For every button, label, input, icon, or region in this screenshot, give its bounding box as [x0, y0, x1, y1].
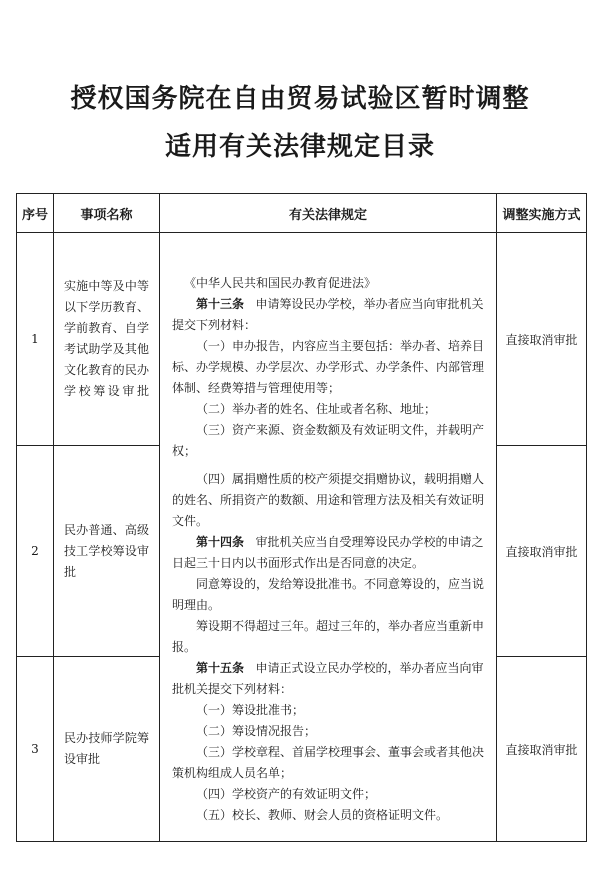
row-seq: 1: [17, 233, 54, 446]
row-mode: 直接取消审批: [497, 657, 587, 842]
row-mode: 直接取消审批: [497, 446, 587, 657]
law-text-cell: [160, 233, 497, 842]
row-item-name: 民办技师学院筹设审批: [54, 657, 160, 842]
article-15-text: 申请正式设立民办学校的，举办者应当向审批机关提交下列材料：: [172, 661, 484, 696]
law-article-13-item-4: （四）属捐赠性质的校产须提交捐赠协议，载明捐赠人的姓名、所捐资产的数额、用途和管理方法及相关有效证明文件。: [172, 472, 485, 528]
law-article-13-item-1: （一）申办报告，内容应当主要包括：举办者、培养目标、办学规模、办学层次、办学形式、办学条件、内部管理体制、经费筹措与管理使用等；: [172, 339, 485, 395]
regulation-table: [16, 193, 587, 842]
law-article-14: [172, 532, 486, 574]
law-article-15-item-5: （五）校长、教师、财会人员的资格证明文件。: [196, 808, 449, 822]
article-14-text: 审批机关应当自受理筹设民办学校的申请之日起三十日内以书面形式作出是否同意的决定。: [172, 535, 484, 570]
row-seq: 3: [17, 657, 54, 842]
article-13-text: 申请筹设民办学校，举办者应当向审批机关提交下列材料：: [172, 297, 484, 332]
header-mode: 调整实施方式: [497, 194, 587, 233]
law-article-15-item-4: （四）学校资产的有效证明文件；: [196, 787, 377, 801]
article-14-label: 第十四条: [196, 535, 245, 549]
law-article-13-item-3: （三）资产来源、资金数额及有效证明文件，并载明产权；: [172, 423, 485, 458]
law-article-15-item-2: （二）筹设情况报告；: [196, 724, 317, 738]
table-header-row: [17, 194, 587, 233]
law-article-14-para-2: 同意筹设的，发给筹设批准书。不同意筹设的，应当说明理由。: [172, 577, 485, 612]
law-article-15-item-3: （三）学校章程、首届学校理事会、董事会或者其他决策机构组成人员名单；: [172, 745, 485, 780]
row-mode: 直接取消审批: [497, 233, 587, 446]
law-act-title: 《中华人民共和国民办教育促进法》: [184, 276, 377, 290]
header-seq: 序号: [17, 194, 54, 233]
document-title-line1: 授权国务院在自由贸易试验区暂时调整: [70, 84, 530, 114]
document-title-line2: 适用有关法律规定目录: [164, 132, 435, 162]
article-15-label: 第十五条: [196, 661, 245, 675]
row-seq: 2: [17, 446, 54, 657]
law-article-15-item-1: （一）筹设批准书；: [196, 703, 305, 717]
header-item-name: 事项名称: [54, 194, 160, 233]
header-law: 有关法律规定: [160, 194, 497, 233]
law-article-13: [172, 294, 486, 336]
law-article-15: [172, 658, 486, 700]
row-item-name: 实施中等及中等以下学历教育、学前教育、自学考试助学及其他文化教育的民办学校筹设审批: [54, 233, 160, 446]
row-item-name: 民办普通、高级技工学校筹设审批: [54, 446, 160, 657]
table-row: [17, 233, 587, 446]
law-article-14-para-3: 筹设期不得超过三年。超过三年的，举办者应当重新申报。: [172, 619, 485, 654]
law-article-13-item-2: （二）举办者的姓名、住址或者名称、地址；: [196, 402, 437, 416]
article-13-label: 第十三条: [196, 297, 245, 311]
